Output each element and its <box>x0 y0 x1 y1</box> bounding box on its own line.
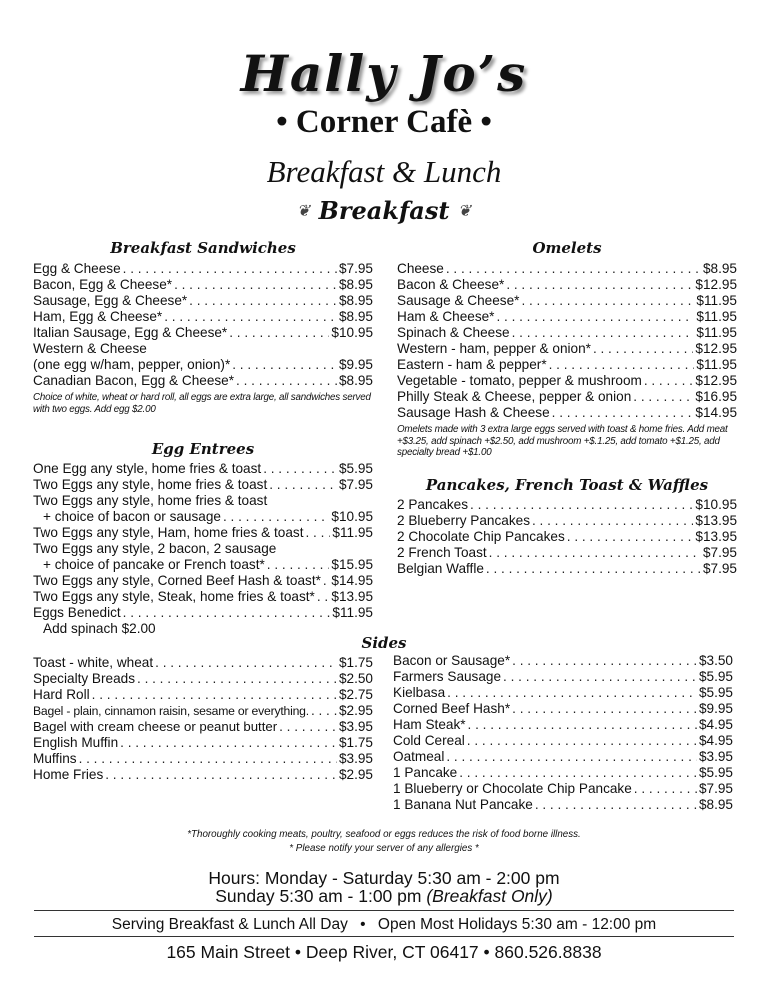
breakfast-section-title <box>0 196 768 225</box>
menu-item: Muffins . . . $3.95 <box>33 751 373 767</box>
menu-item: Home Fries . . . $2.95 <box>33 767 373 783</box>
menu-item: Toast - white, wheat . . . $1.75 <box>33 655 373 671</box>
menu-item: Bacon, Egg & Cheese* . . . $8.95 <box>33 277 373 293</box>
menu-item: Cheese . . . $8.95 <box>397 261 737 277</box>
menu-item: Sausage, Egg & Cheese* . . . $8.95 <box>33 293 373 309</box>
allergy-notice: * Please notify your server of any allergies * <box>289 843 479 854</box>
right-ornament-icon: ❦ <box>457 201 472 220</box>
menu-item-line: Two Eggs any style, home fries & toast <box>33 493 268 508</box>
menu-item: (one egg w/ham, pepper, onion)* . . . $9.95 <box>33 357 373 373</box>
menu-item: Vegetable - tomato, pepper & mushroom . . . $12.95 <box>397 373 737 389</box>
menu-item: Kielbasa . . . $5.95 <box>393 685 733 701</box>
menu-item: Western - ham, pepper & onion* . . . $12.95 <box>397 341 737 357</box>
menu-item: 1 Blueberry or Chocolate Chip Pancake . . . $7.95 <box>393 781 733 797</box>
menu-item: 1 Pancake . . . $5.95 <box>393 765 733 781</box>
section-title-text: Breakfast <box>318 196 450 225</box>
menu-item: Spinach & Cheese . . . $11.95 <box>397 325 737 341</box>
menu-item: 1 Banana Nut Pancake . . . $8.95 <box>393 797 733 813</box>
eggs-addon: Add spinach $2.00 <box>43 621 156 636</box>
menu-item: Ham, Egg & Cheese* . . . $8.95 <box>33 309 373 325</box>
menu-item: + choice of bacon or sausage . . . $10.95 <box>33 509 373 525</box>
menu-item: Two Eggs any style, home fries & toast . . . $7.95 <box>33 477 373 493</box>
hours-sunday: Sunday 5:30 am - 1:00 pm (Breakfast Only) <box>215 886 553 906</box>
omelets-heading: Omelets <box>532 239 602 257</box>
menu-item: Specialty Breads . . . $2.50 <box>33 671 373 687</box>
eggs-heading: Egg Entrees <box>151 440 255 458</box>
food-safety-warning: *Thoroughly cooking meats, poultry, seafood or eggs reduces the risk of food borne illness. <box>187 829 581 840</box>
menu-item: Bagel - plain, cinnamon raisin, sesame or everything. . . . $2.95 <box>33 703 373 719</box>
menu-item: 2 Blueberry Pancakes . . . $13.95 <box>397 513 737 529</box>
left-ornament-icon: ❦ <box>296 201 311 220</box>
menu-item: Cold Cereal . . . $4.95 <box>393 733 733 749</box>
sides-right-list <box>393 653 733 813</box>
pancakes-list <box>397 497 737 577</box>
footer-divider-top <box>34 910 734 911</box>
menu-item: Italian Sausage, Egg & Cheese* . . . $10.95 <box>33 325 373 341</box>
sandwiches-list <box>33 261 373 415</box>
menu-item: Bacon & Cheese* . . . $12.95 <box>397 277 737 293</box>
pancakes-heading: Pancakes, French Toast & Waffles <box>425 476 709 494</box>
menu-item: Farmers Sausage . . . $5.95 <box>393 669 733 685</box>
serving-banner: Serving Breakfast & Lunch All Day • Open Most Holidays 5:30 am - 12:00 pm <box>111 916 657 933</box>
footer-divider-bottom <box>34 936 734 937</box>
menu-item: Hard Roll . . . $2.75 <box>33 687 373 703</box>
sandwiches-note: Choice of white, wheat or hard roll, all eggs are extra large, all sandwiches served with two eggs. Add egg $2.00 <box>33 392 371 415</box>
menu-subtitle: Breakfast & Lunch <box>266 154 502 189</box>
menu-item-line: Western & Cheese <box>33 341 147 356</box>
menu-item: Sausage Hash & Cheese . . . $14.95 <box>397 405 737 421</box>
menu-item: Bagel with cream cheese or peanut butter . . . $3.95 <box>33 719 373 735</box>
address-line: 165 Main Street • Deep River, CT 06417 • 860.526.8838 <box>166 942 602 962</box>
menu-item: Egg & Cheese . . . $7.95 <box>33 261 373 277</box>
menu-item: Two Eggs any style, Ham, home fries & toast . . . $11.95 <box>33 525 373 541</box>
menu-item: Eastern - ham & pepper* . . . $11.95 <box>397 357 737 373</box>
menu-item: Sausage & Cheese* . . . $11.95 <box>397 293 737 309</box>
menu-item: Philly Steak & Cheese, pepper & onion . . . $16.95 <box>397 389 737 405</box>
menu-item: Belgian Waffle . . . $7.95 <box>397 561 737 577</box>
menu-item: Ham Steak* . . . $4.95 <box>393 717 733 733</box>
menu-item: Eggs Benedict . . . $11.95 <box>33 605 373 621</box>
hours-weekday: Hours: Monday - Saturday 5:30 am - 2:00 pm <box>208 868 560 888</box>
omelets-list <box>397 261 737 459</box>
sandwiches-heading: Breakfast Sandwiches <box>110 239 296 257</box>
omelets-note: Omelets made with 3 extra large eggs served with toast & home fries. Add meat +$3.25, add spinach +$2.50, add mushroom +$.1.25, add tomato +$1.25, add specialty bread +$1.00 <box>397 424 728 458</box>
menu-item: Two Eggs any style, Corned Beef Hash & toast* . . . $14.95 <box>33 573 373 589</box>
eggs-list <box>33 461 373 637</box>
menu-item: One Egg any style, home fries & toast . . . $5.95 <box>33 461 373 477</box>
menu-item: Corned Beef Hash* . . . $9.95 <box>393 701 733 717</box>
menu-item: English Muffin . . . $1.75 <box>33 735 373 751</box>
menu-item: 2 Chocolate Chip Pancakes . . . $13.95 <box>397 529 737 545</box>
menu-item: 2 French Toast . . . $7.95 <box>397 545 737 561</box>
menu-item: 2 Pancakes . . . $10.95 <box>397 497 737 513</box>
menu-item: + choice of pancake or French toast* . . . $15.95 <box>33 557 373 573</box>
menu-item: Ham & Cheese* . . . $11.95 <box>397 309 737 325</box>
cafe-name: • Corner Cafè • <box>276 104 492 140</box>
sides-heading: Sides <box>361 634 407 652</box>
menu-item-line: Two Eggs any style, 2 bacon, 2 sausage <box>33 541 277 556</box>
brand-name: Hally Jo’s <box>240 44 528 103</box>
menu-item: Two Eggs any style, Steak, home fries & toast* . . . $13.95 <box>33 589 373 605</box>
menu-item: Bacon or Sausage* . . . $3.50 <box>393 653 733 669</box>
sides-left-list <box>33 655 373 783</box>
menu-item: Canadian Bacon, Egg & Cheese* . . . $8.95 <box>33 373 373 389</box>
menu-item: Oatmeal . . . $3.95 <box>393 749 733 765</box>
